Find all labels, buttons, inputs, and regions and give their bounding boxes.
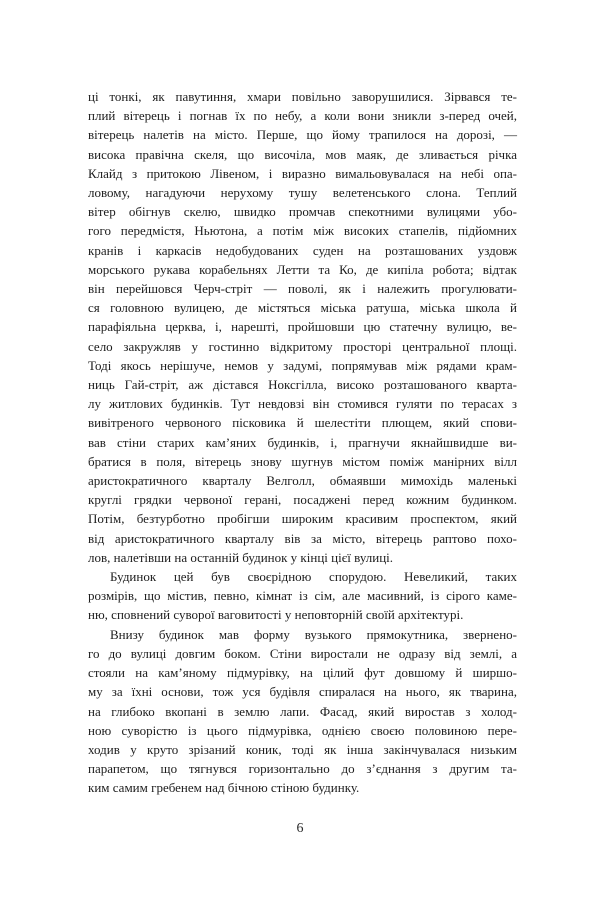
text-line: розмірів, що містив, певно, кімнат із сім, але масивний, із сірого каме- [88,588,517,604]
paragraph [88,567,517,625]
text-line: Будинок цей був своєрідною спорудою. Невеликий, таких [110,569,517,585]
text-line: ся головною вулицею, де містяться міська ратуша, міська школа й [88,300,517,316]
text-line: ню, сповнений суворої ваговитості у неповторній своїй архітектурі. [88,607,464,623]
text-line: морського рукава корабельнях Летти та Ко, де кипіла робота; відтак [88,261,517,277]
text-line: він перейшовся Черч-стріт — поволі, як і належить прогулювати- [88,281,517,297]
text-line: ловому, нагадуючи нерухому тушу велетенського слона. Теплий [88,185,517,201]
text-line: ким самим гребенем над бічною стіною будинку. [88,780,360,796]
text-line: вітерець налетів на місто. Перше, що йому трапилося на дорозі, — [88,127,517,143]
text-line: Потім, безтурботно пробігши широким красивим проспектом, який [88,511,517,527]
text-line: лов, налетівши на останній будинок у кінці цієї вулиці. [88,549,394,565]
text-line: го до вулиці довгим боком. Стіни виростали не одразу від землі, а [88,645,517,661]
text-line: ниць Гай-стріт, аж дістався Ноксгілла, високо розташованого кварта- [88,377,517,393]
text-line: круглі грядки червоної герані, посаджені перед кожним будинком. [88,492,517,508]
text-line: вивітреного червоного пісковика й шелестіти плющем, який спови- [88,415,517,431]
text-line: братися в поля, вітерець знову шугнув містом поміж манірних вілл [88,453,517,469]
text-line: гого передмістя, Ньютона, а потім між високих стапелів, підйомних [88,223,517,239]
text-line: Внизу будинок мав форму вузького прямокутника, звернено- [110,626,517,642]
text-line: ці тонкі, як павутиння, хмари повільно заворушилися. Зірвався те- [88,89,517,104]
text-line: ходив у круто зрізаний коник, тоді як інша закінчувалася низьким [88,741,517,757]
page-number: 6 [296,821,304,836]
text-line: ною суворістю із цього підмурівка, однією своєю половиною пере- [88,722,517,738]
text-line: аристократичного кварталу Велголл, обмаявши мимохідь маленькі [88,473,517,489]
text-line: від аристократичного кварталу вів за місто, вітерець раптово похо- [88,530,517,546]
text-line: му за їхні основи, тож уся будівля спиралася на нього, як тварина, [88,684,517,700]
paragraph [88,625,517,798]
text-line: плий вітерець і погнав їх по небу, а коли вони зникли з-перед очей, [88,108,517,124]
text-line: кранів і каркасів недобудованих суден на розташованих уздовж [88,242,517,258]
text-line: стояли на кам’яному підмурівку, на цілий фут довшому й ширшо- [88,665,517,681]
text-line: Тоді якось нерішуче, немов у задумі, попрямував між рядами крам- [88,357,517,373]
paragraph [88,87,517,567]
text-line: вітер обігнув скелю, швидко промчав спекотними вулицями убо- [88,204,517,220]
text-line: парапетом, що тягнувся горизонтально до з’єднання з другим та- [88,761,517,777]
text-line: лу житлових будинків. Тут невдовзі він стомився гуляти по терасах з [88,396,517,412]
text-line: вав стіни старих кам’яних будинків, і, прагнучи якнайшвидше ви- [88,434,517,450]
text-line: Клайд з притокою Лівеном, і виразно вимальовувалася на небі опа- [88,165,517,181]
text-line: висока правічна скеля, що височіла, мов маяк, де зливається річка [88,146,517,162]
text-line: село закружляв у гостинно відкритому просторі центральної площі. [88,338,517,354]
text-line: парафіяльна церква, і, нарешті, пройшовши цю статечну вулицю, ве- [88,319,517,335]
page-text [88,87,517,798]
text-line: на глибоко вкопані в землю лапи. Фасад, який виростав з холод- [88,703,517,719]
